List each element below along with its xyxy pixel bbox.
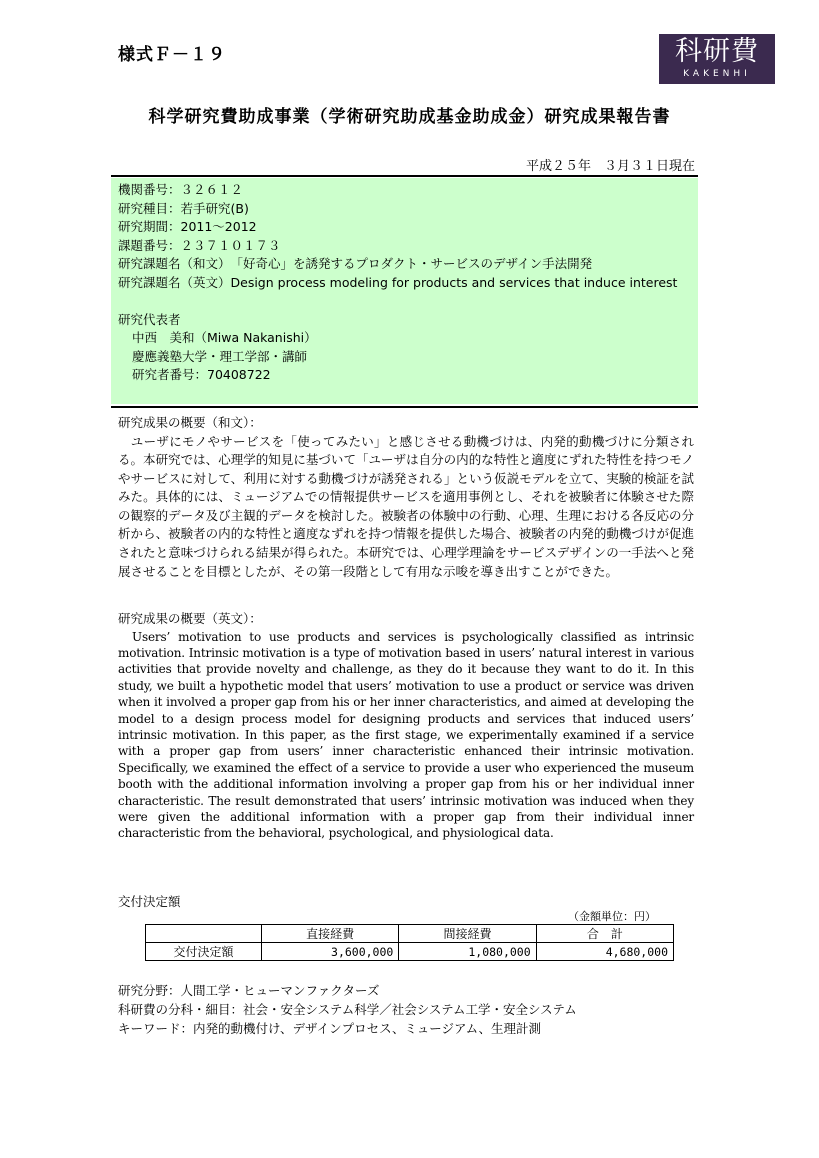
summary-en-body: Users’ motivation to use products and services is psychologically classified as intrinsic motivation. Intrinsic motivation is a type of motivation based in users’ natural interest in various activities that provide novelty and challenge, as they do it because they want to do it. In this study, we built a hypothetic model that users’ motivation to use a product or service was driven when it involved a proper gap from his or her inner characteristics, and aimed at developing the model to a design process model for designing products and services that induced users’ intrinsic motivation. In this paper, as the first stage, we experimentally examined if a service with a proper gap from users’ inner characteristic enhanced their intrinsic motivation. Specifically, we examined the effect of a service to provide a user who experienced the museum booth with the additional information involving a proper gap from his or her individual inner characteristic. The result demonstrated that users’ intrinsic motivation was induced when they were given the additional information with a proper gap from their individual inner characteristic from the behavioral, psychological, and physiological data. <box>118 629 694 841</box>
project-title-en: 研究課題名（英文）Design process modeling for products and services that induce interest <box>118 274 678 290</box>
representative-name: 中西 美和（Miwa Nakanishi） <box>132 330 317 345</box>
table-cell: 交付決定額 <box>146 943 262 961</box>
summary-jp-section <box>118 414 694 581</box>
institution-number: 機関番号：３２６１２ <box>118 182 244 197</box>
kakenhi-logo <box>659 34 775 84</box>
document-title: 科学研究費助成事業（学術研究助成基金助成金）研究成果報告書 <box>148 107 671 127</box>
project-info-box <box>111 178 698 404</box>
table-cell: 3,600,000 <box>262 943 399 961</box>
summary-en-section <box>118 610 694 842</box>
research-period: 研究期間：2011～2012 <box>118 219 257 234</box>
table-header-cell: 直接経費 <box>262 925 399 943</box>
footer-info <box>118 981 577 1038</box>
report-date: 平成２５年 ３月３１日現在 <box>525 159 695 174</box>
grant-amount-table <box>145 924 674 961</box>
representative-affiliation: 慶應義塾大学・理工学部・講師 <box>132 348 308 364</box>
summary-jp-body: ユーザにモノやサービスを「使ってみたい」と感じさせる動機づけは、内発的動機づけに分類される。本研究では、心理学的知見に基づいて「ユーザは自分の内的な特性と適度にずれた特性を持つモノやサービスに対して、利用に対する動機づけが誘発される」という仮説モデルを立て、実験的検証を試みた。具体的には、ミュージアムでの情報提供サービスを適用事例とし、それを被験者に体験させた際の観察的データ及び主観的データを検討した。被験者の体験中の行動、心理、生理における各反応の分析から、被験者の内的な特性と適度なずれを持つ情報を提供した場合、被験者の内発的動機づけが促進されたと意味づけられる結果が得られた。本研究では、心理学理論をサービスデザインの一手法へと発展させることを目標としたが、その第一段階として有用な示唆を導き出すことができた。 <box>118 433 694 579</box>
researcher-number: 研究者番号：70408722 <box>132 367 271 382</box>
info-top-rule <box>111 175 698 177</box>
project-title-jp: 研究課題名（和文） 「好奇心」を誘発するプロダクト・サービスのデザイン手法開発 <box>118 256 593 271</box>
grant-heading: 交付決定額 <box>118 894 181 909</box>
info-bottom-rule <box>111 406 698 408</box>
project-number: 課題番号：２３７１０１７３ <box>118 237 281 253</box>
table-cell: 1,080,000 <box>399 943 536 961</box>
amount-unit: （金額単位：円） <box>568 910 656 923</box>
table-header-cell: 合 計 <box>536 925 673 943</box>
spacer <box>118 292 698 311</box>
summary-en-heading: 研究成果の概要（英文）： <box>118 611 262 626</box>
research-classification: 科研費の分科・細目：社会・安全システム科学／社会システム工学・安全システム <box>118 1002 577 1017</box>
logo-sub-text: KAKENHI <box>683 69 751 79</box>
table-row <box>146 943 674 961</box>
form-id: 様式Ｆ－１９ <box>118 45 226 65</box>
keywords: キーワード：内発的動機付け、デザインプロセス、ミュージアム、生理計測 <box>118 1021 542 1036</box>
table-header-cell: 間接経費 <box>399 925 536 943</box>
table-header-cell <box>146 925 262 943</box>
representative-label: 研究代表者 <box>118 311 181 327</box>
logo-main-text: 科研費 <box>675 36 759 67</box>
table-cell: 4,680,000 <box>536 943 673 961</box>
research-category: 研究種目：若手研究(B) <box>118 200 249 216</box>
table-header-row <box>146 925 674 943</box>
research-field: 研究分野：人間工学・ヒューマンファクターズ <box>118 983 380 998</box>
summary-jp-heading: 研究成果の概要（和文）： <box>118 415 262 430</box>
